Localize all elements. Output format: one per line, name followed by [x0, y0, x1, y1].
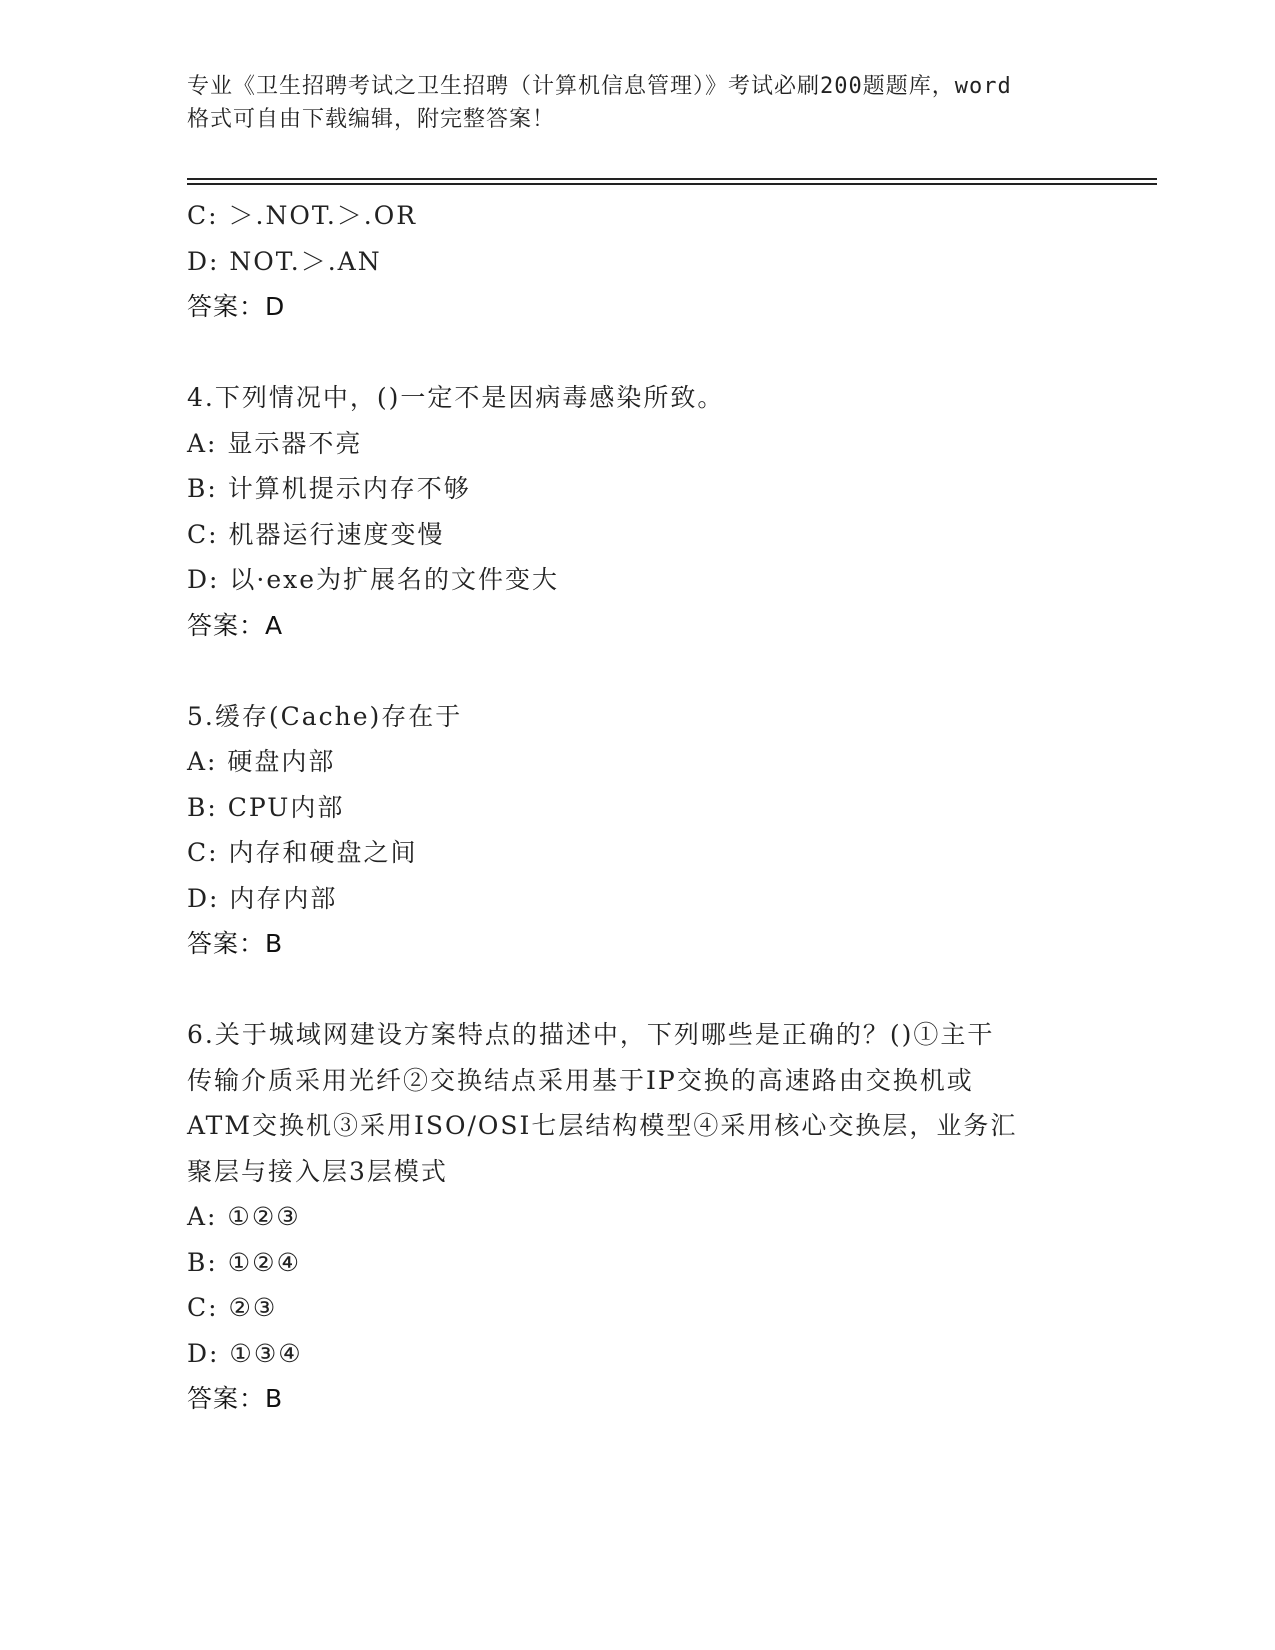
question-5: [187, 694, 1087, 967]
option-c: C: ②③: [187, 1293, 278, 1322]
option-b: B: CPU内部: [187, 792, 345, 822]
option-b: B: 计算机提示内存不够: [187, 474, 471, 503]
option-c: C: 机器运行速度变慢: [187, 519, 445, 549]
option-d: D: 以·exe为扩展名的文件变大: [187, 565, 560, 594]
option-b: B: ①②④: [187, 1247, 301, 1277]
option-c: C: ＞.NOT.＞.OR: [187, 201, 418, 230]
option-c: C: 内存和硬盘之间: [187, 838, 418, 867]
answer-line: 答案：B: [187, 929, 284, 958]
header-title-line-2: 格式可自由下载编辑，附完整答案！: [187, 107, 556, 132]
answer-line: 答案：B: [187, 1384, 284, 1413]
option-a: A: 硬盘内部: [187, 747, 336, 776]
answer-line: 答案：D: [187, 292, 286, 321]
question-6: [187, 1012, 1087, 1422]
question-stem-line-3: ATM交换机③采用ISO/OSI七层结构模型④采用核心交换层，业务汇: [187, 1111, 1018, 1140]
option-a: A: 显示器不亮: [187, 428, 363, 458]
question-4: [187, 375, 1087, 648]
spacer: [187, 648, 1087, 694]
document-header: [187, 70, 1087, 136]
spacer: [187, 967, 1087, 1013]
question-3-tail: [187, 193, 1087, 330]
answer-line: 答案：A: [187, 610, 284, 640]
option-d: D: ①③④: [187, 1338, 303, 1368]
spacer: [187, 330, 1087, 376]
question-stem: 5.缓存(Cache)存在于: [187, 701, 463, 731]
header-divider-bottom: [187, 183, 1157, 185]
option-d: D: 内存内部: [187, 883, 338, 913]
header-title-line-1: 专业《卫生招聘考试之卫生招聘（计算机信息管理）》考试必刷200题题库，word: [187, 74, 1012, 99]
header-divider-top: [187, 178, 1157, 180]
question-stem-line-2: 传输介质采用光纤②交换结点采用基于IP交换的高速路由交换机或: [187, 1065, 974, 1095]
question-list: [187, 193, 1087, 1422]
option-a: A: ①②③: [187, 1202, 301, 1231]
question-stem: 4.下列情况中，()一定不是因病毒感染所致。: [187, 383, 725, 412]
question-stem-line-1: 6.关于城域网建设方案特点的描述中，下列哪些是正确的？()①主干: [187, 1020, 995, 1049]
question-stem-line-4: 聚层与接入层3层模式: [187, 1156, 448, 1186]
option-d: D: NOT.＞.AN: [187, 246, 382, 276]
